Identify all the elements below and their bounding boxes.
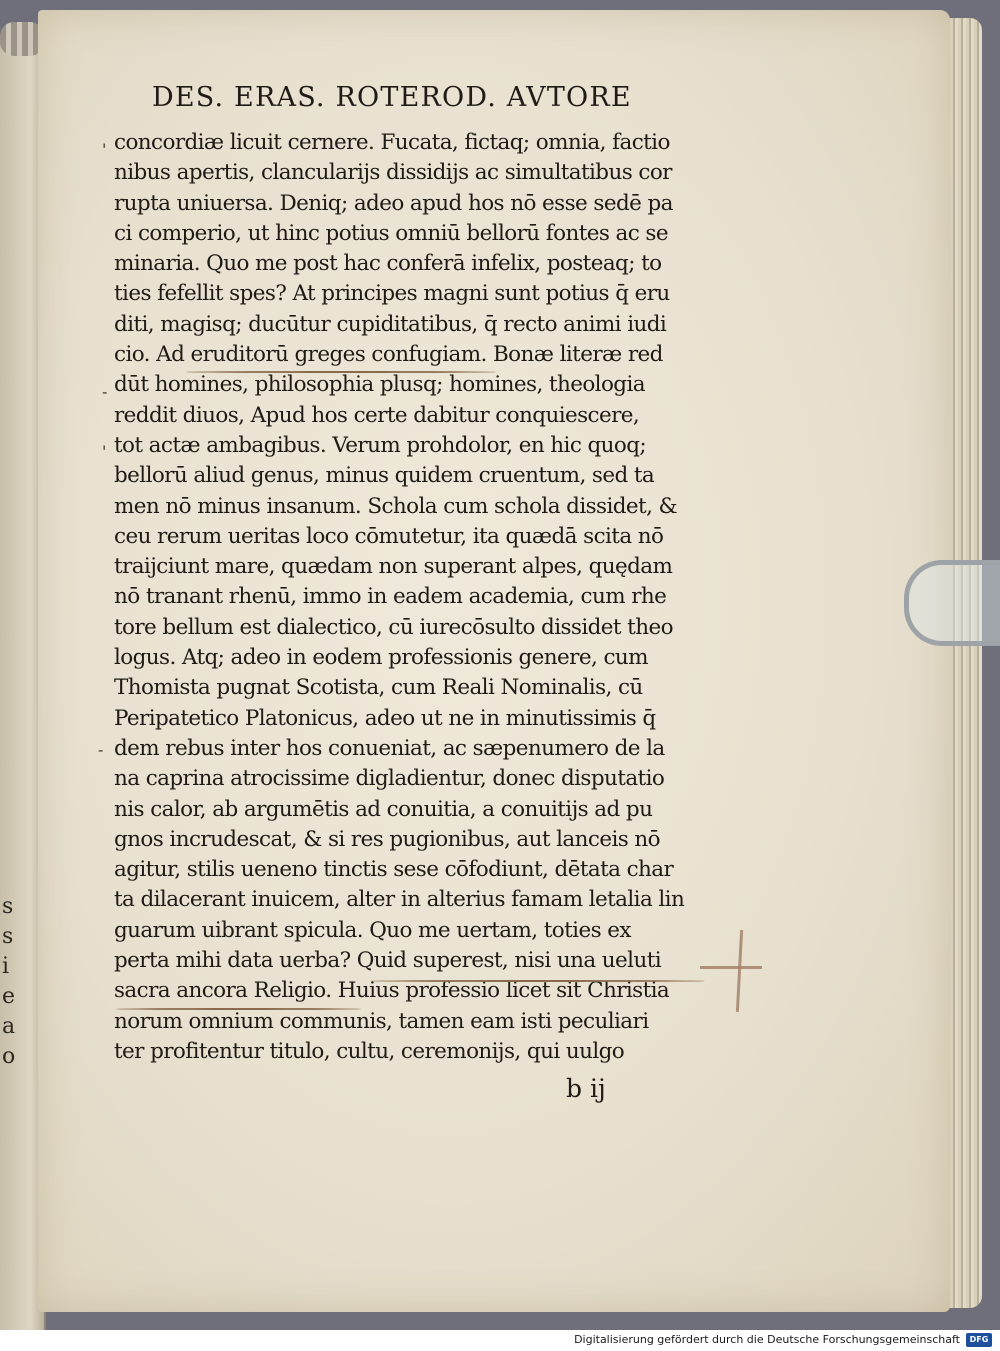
text-line: agitur, stilis ueneno tinctis sese cōfodiunt, dētata char [114,857,674,883]
text-line: nibus apertis, clancularijs dissidijs ac simultatibus cor [114,160,672,186]
footer [0,1330,1000,1351]
text-line: ci comperio, ut hinc potius omniū bellorū fontes ac se [114,220,668,246]
text-line: na caprina atrocissime digladientur, donec disputatio [114,766,665,792]
text-line: ties fefellit spes? At principes magni sunt potius q̄ eru [114,281,670,307]
text-line: reddit diuos, Apud hos certe dabitur conquiescere, [114,402,640,428]
running-head: DES. ERAS. ROTEROD. AVTORE [152,82,632,113]
text-line: ter profitentur titulo, cultu, ceremonijs, qui uulgo [114,1038,625,1064]
text-line: nō tranant rhenū, immo in eadem academia, cum rhe [114,584,667,610]
manuscript-underline [370,980,705,982]
text-line: norum omnium communis, tamen eam isti peculiari [114,1008,649,1034]
manuscript-underline [116,1008,361,1010]
footer-credit: Digitalisierung gefördert durch die Deutsche Forschungsgemeinschaft [574,1333,960,1346]
margin-mark: - [98,740,104,759]
left-fragment: e [2,984,16,1009]
text-line: guarum uibrant spicula. Quo me uertam, toties ex [114,917,631,943]
margin-mark: - [102,382,108,401]
text-block [114,128,714,1067]
left-fragment: o [2,1044,16,1069]
text-line: ceu rerum ueritas loco cōmutetur, ita quædā scita nō [114,523,664,549]
text-line: gnos incrudescat, & si res pugionibus, aut lanceis nō [114,826,660,852]
text-line: traijciunt mare, quædam non superant alpes, quędam [114,554,673,580]
text-line: concordiæ licuit cernere. Fucata, fictaq; omnia, factio [114,130,670,155]
dfg-logo: DFG [966,1333,992,1347]
text-line: nis calor, ab argumētis ad conuitia, a conuitijs ad pu [114,796,653,822]
text-line: perta mihi data uerba? Quid superest, nisi una ueluti [114,948,662,974]
manuscript-underline [186,371,496,373]
signature-mark: b ij [566,1074,606,1103]
text-line: tore bellum est dialectico, cū iurecōsulto dissidet theo [114,614,673,640]
left-fragment: s [2,924,14,949]
text-line: minaria. Quo me post hac conferā infelix, posteaq; to [114,251,662,277]
left-fragment: s [2,894,14,919]
text-line: tot actæ ambagibus. Verum prohdolor, en hic quoq; [114,432,647,458]
page-clip [904,560,1000,646]
left-fragment: a [2,1014,16,1039]
text-line: logus. Atq; adeo in eodem professionis genere, cum [114,645,648,671]
text-line: sacra ancora Religio. Huius professio licet sit Christia [114,978,670,1004]
text-line: men nō minus insanum. Schola cum schola dissidet, & [114,493,678,519]
text-line: ta dilacerant inuicem, alter in alterius famam letalia lin [114,887,685,913]
text-line: bellorū aliud genus, minus quidem cruentum, sed ta [114,463,655,489]
text-line: dem rebus inter hos conueniat, ac sæpenumero de la [114,735,665,761]
text-line: Thomista pugnat Scotista, cum Reali Nominalis, cū [114,675,643,701]
left-fragment: i [2,954,10,979]
margin-cross-mark [700,966,762,969]
left-page-fragments [2,892,20,1072]
text-line: rupta uniuersa. Deniq; adeo apud hos nō esse sedē pa [114,190,673,216]
text-line: cio. Ad eruditorū greges confugiam. Bonæ literæ red [114,342,663,368]
margin-mark: ' [102,140,107,159]
margin-mark: ' [102,442,107,461]
text-line: diti, magisq; ducūtur cupiditatibus, q̄ recto animi iudi [114,311,667,337]
text-line: dūt homines, philosophia plusq; homines, theologia [114,372,645,398]
text-line: Peripatetico Platonicus, adeo ut ne in minutissimis q̄ [114,705,656,731]
